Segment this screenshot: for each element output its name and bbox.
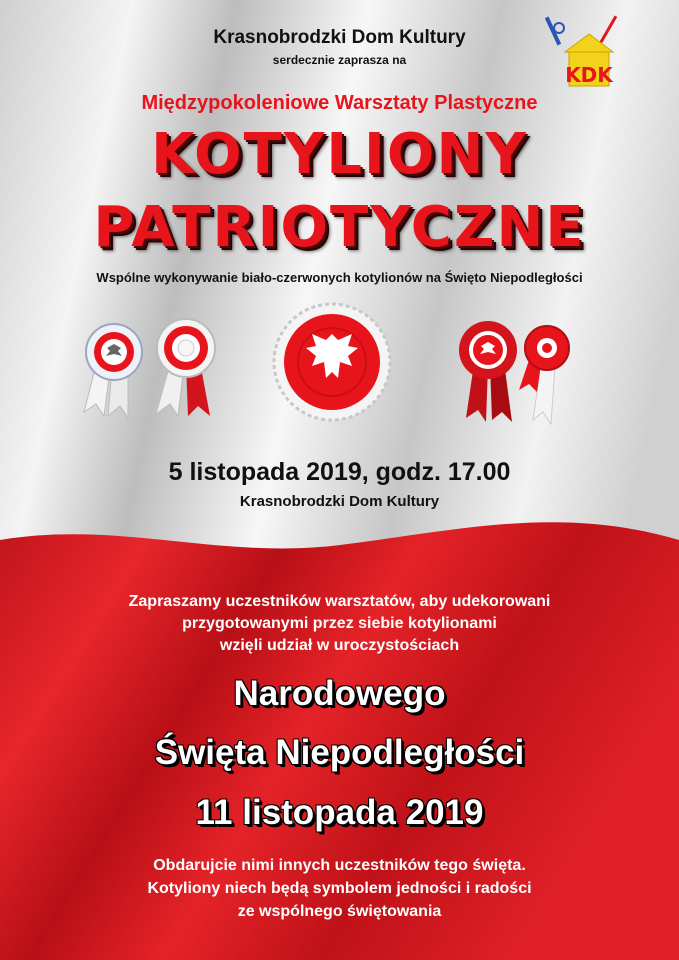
event-date: 5 listopada 2019, godz. 17.00 <box>168 458 511 486</box>
holiday-line-2: Święta Niepodległości <box>154 733 525 772</box>
workshop-description: Wspólne wykonywanie biało-czerwonych kotylionów na Święto Niepodległości <box>96 270 583 285</box>
workshop-subtitle: Międzypokoleniowe Warsztaty Plastyczne <box>141 92 538 114</box>
holiday-line-1: Narodowego <box>233 674 446 713</box>
invite-line: Zapraszamy uczestników warsztatów, aby udekorowani <box>128 593 551 610</box>
cockade-red-white-small <box>150 316 222 420</box>
cockade-eagle-large <box>272 298 392 426</box>
title-line-1: KOTYLIONY <box>151 122 528 187</box>
cockade-red-eagle <box>456 318 522 424</box>
kdk-logo <box>545 12 633 90</box>
cockade-white-small <box>78 320 148 420</box>
invite-line: wzięli udział w uroczystościach <box>219 637 460 654</box>
invite-line: przygotowanymi przez siebie kotylionami <box>182 615 497 632</box>
logo-text: KDK <box>565 63 613 87</box>
closing-line: ze wspólnego świętowania <box>237 903 442 920</box>
event-place: Krasnobrodzki Dom Kultury <box>239 493 440 510</box>
cockade-red-white-ribbon <box>515 320 575 426</box>
holiday-date: 11 listopada 2019 <box>195 793 484 832</box>
invites-text: serdecznie zaprasza na <box>272 53 407 67</box>
organizer-name: Krasnobrodzki Dom Kultury <box>213 27 466 48</box>
closing-line: Kotyliony niech będą symbolem jedności i radości <box>147 880 532 897</box>
title-line-2: PATRIOTYCZNE <box>93 195 586 260</box>
closing-line: Obdarujcie nimi innych uczestników tego święta. <box>153 857 526 874</box>
